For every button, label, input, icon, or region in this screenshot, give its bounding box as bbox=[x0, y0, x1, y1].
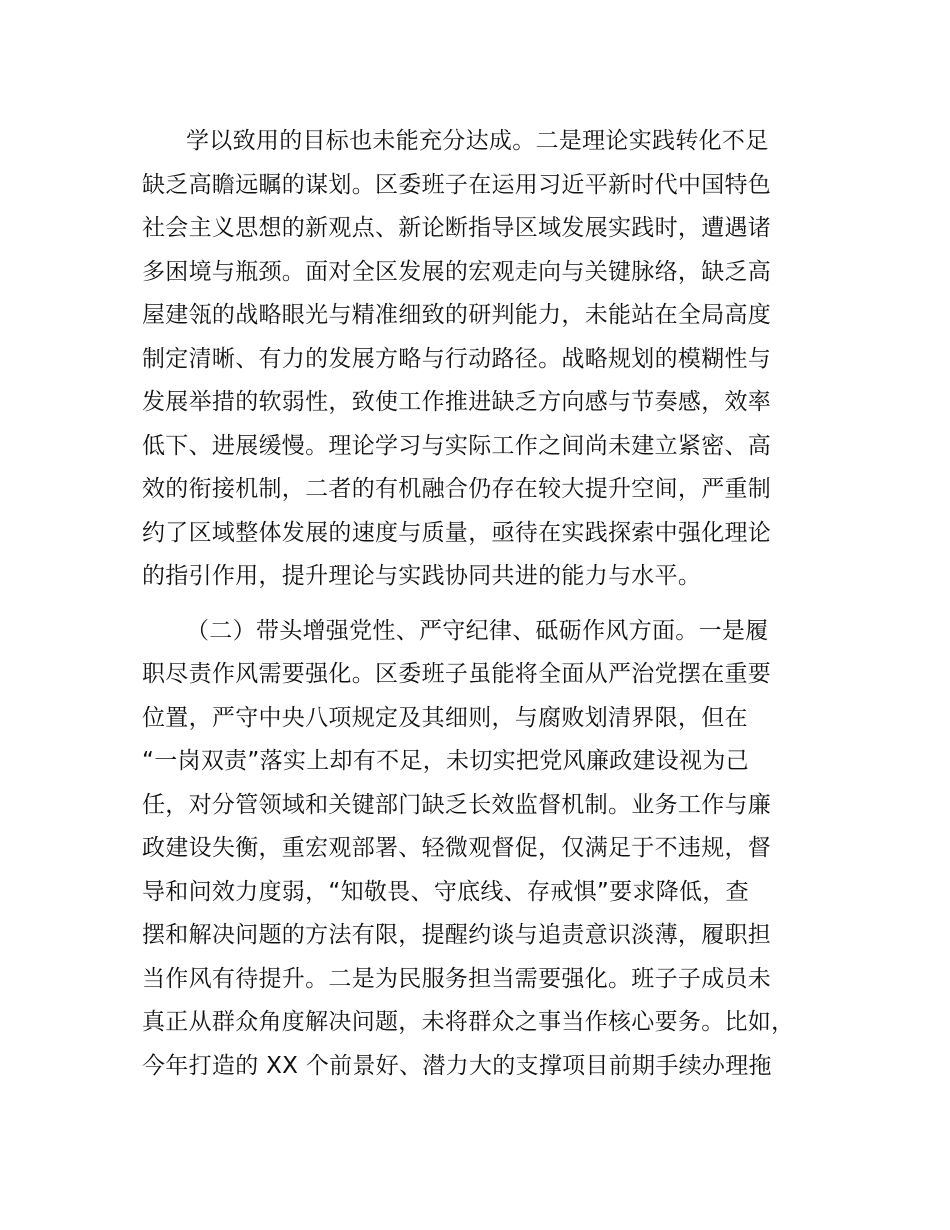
paragraph-2 bbox=[142, 610, 822, 1089]
paragraph-1 bbox=[142, 120, 822, 599]
text-line: （二）带头增强党性、严守纪律、砥砺作风方面。一是履 bbox=[186, 617, 769, 644]
text-line: 缺乏高瞻远瞩的谋划。区委班子在运用习近平新时代中国特色 bbox=[142, 171, 772, 198]
text-line: 约了区域整体发展的速度与质量，亟待在实践探索中强化理论 bbox=[142, 519, 772, 546]
text-line: 社会主义思想的新观点、新论断指导区域发展实践时，遭遇诸 bbox=[142, 215, 772, 241]
text-line: 政建设失衡，重宏观部署、轻微观督促，仅满足于不违规，督 bbox=[142, 835, 772, 861]
text-line: 摆和解决问题的方法有限，提醒约谈与追责意识淡薄，履职担 bbox=[142, 922, 772, 948]
text-line: 制定清晰、有力的发展方略与行动路径。战略规划的模糊性与 bbox=[142, 345, 772, 372]
text-line: “一岗双责”落实上却有不足，未切实把党风廉政建设视为己 bbox=[142, 748, 749, 774]
text-line: 的指引作用，提升理论与实践协同共进的能力与水平。 bbox=[142, 563, 702, 589]
text-line: 效的衔接机制，二者的有机融合仍存在较大提升空间，严重制 bbox=[142, 476, 772, 502]
text-line: 真正从群众角度解决问题，未将群众之事当作核心要务。比如， bbox=[142, 1009, 795, 1035]
text-line: 多困境与瓶颈。面对全区发展的宏观走向与关键脉络，缺乏高 bbox=[142, 258, 772, 285]
text-line: 屋建瓴的战略眼光与精准细致的研判能力，未能站在全局高度 bbox=[142, 302, 772, 328]
text-line: 任，对分管领域和关键部门缺乏长效监督机制。业务工作与廉 bbox=[142, 791, 772, 818]
paragraph-spacer bbox=[142, 599, 822, 610]
text-line: 发展举措的软弱性，致使工作推进缺乏方向感与节奏感，效率 bbox=[142, 389, 772, 415]
text-line: 位置，严守中央八项规定及其细则，与腐败划清界限，但在 bbox=[142, 704, 748, 731]
text-line: 学以致用的目标也未能充分达成。二是理论实践转化不足 bbox=[186, 128, 769, 154]
document-body bbox=[142, 120, 822, 1088]
text-line: 职尽责作风需要强化。区委班子虽能将全面从严治党摆在重要 bbox=[142, 661, 772, 687]
text-line: 低下、进展缓慢。理论学习与实际工作之间尚未建立紧密、高 bbox=[142, 432, 772, 459]
text-line: 今年打造的 XX 个前景好、潜力大的支撑项目前期手续办理拖 bbox=[142, 1052, 772, 1079]
text-line: 当作风有待提升。二是为民服务担当需要强化。班子子成员未 bbox=[142, 965, 772, 992]
text-line: 导和问效力度弱，“知敬畏、守底线、存戒惧”要求降低，查 bbox=[142, 878, 749, 905]
